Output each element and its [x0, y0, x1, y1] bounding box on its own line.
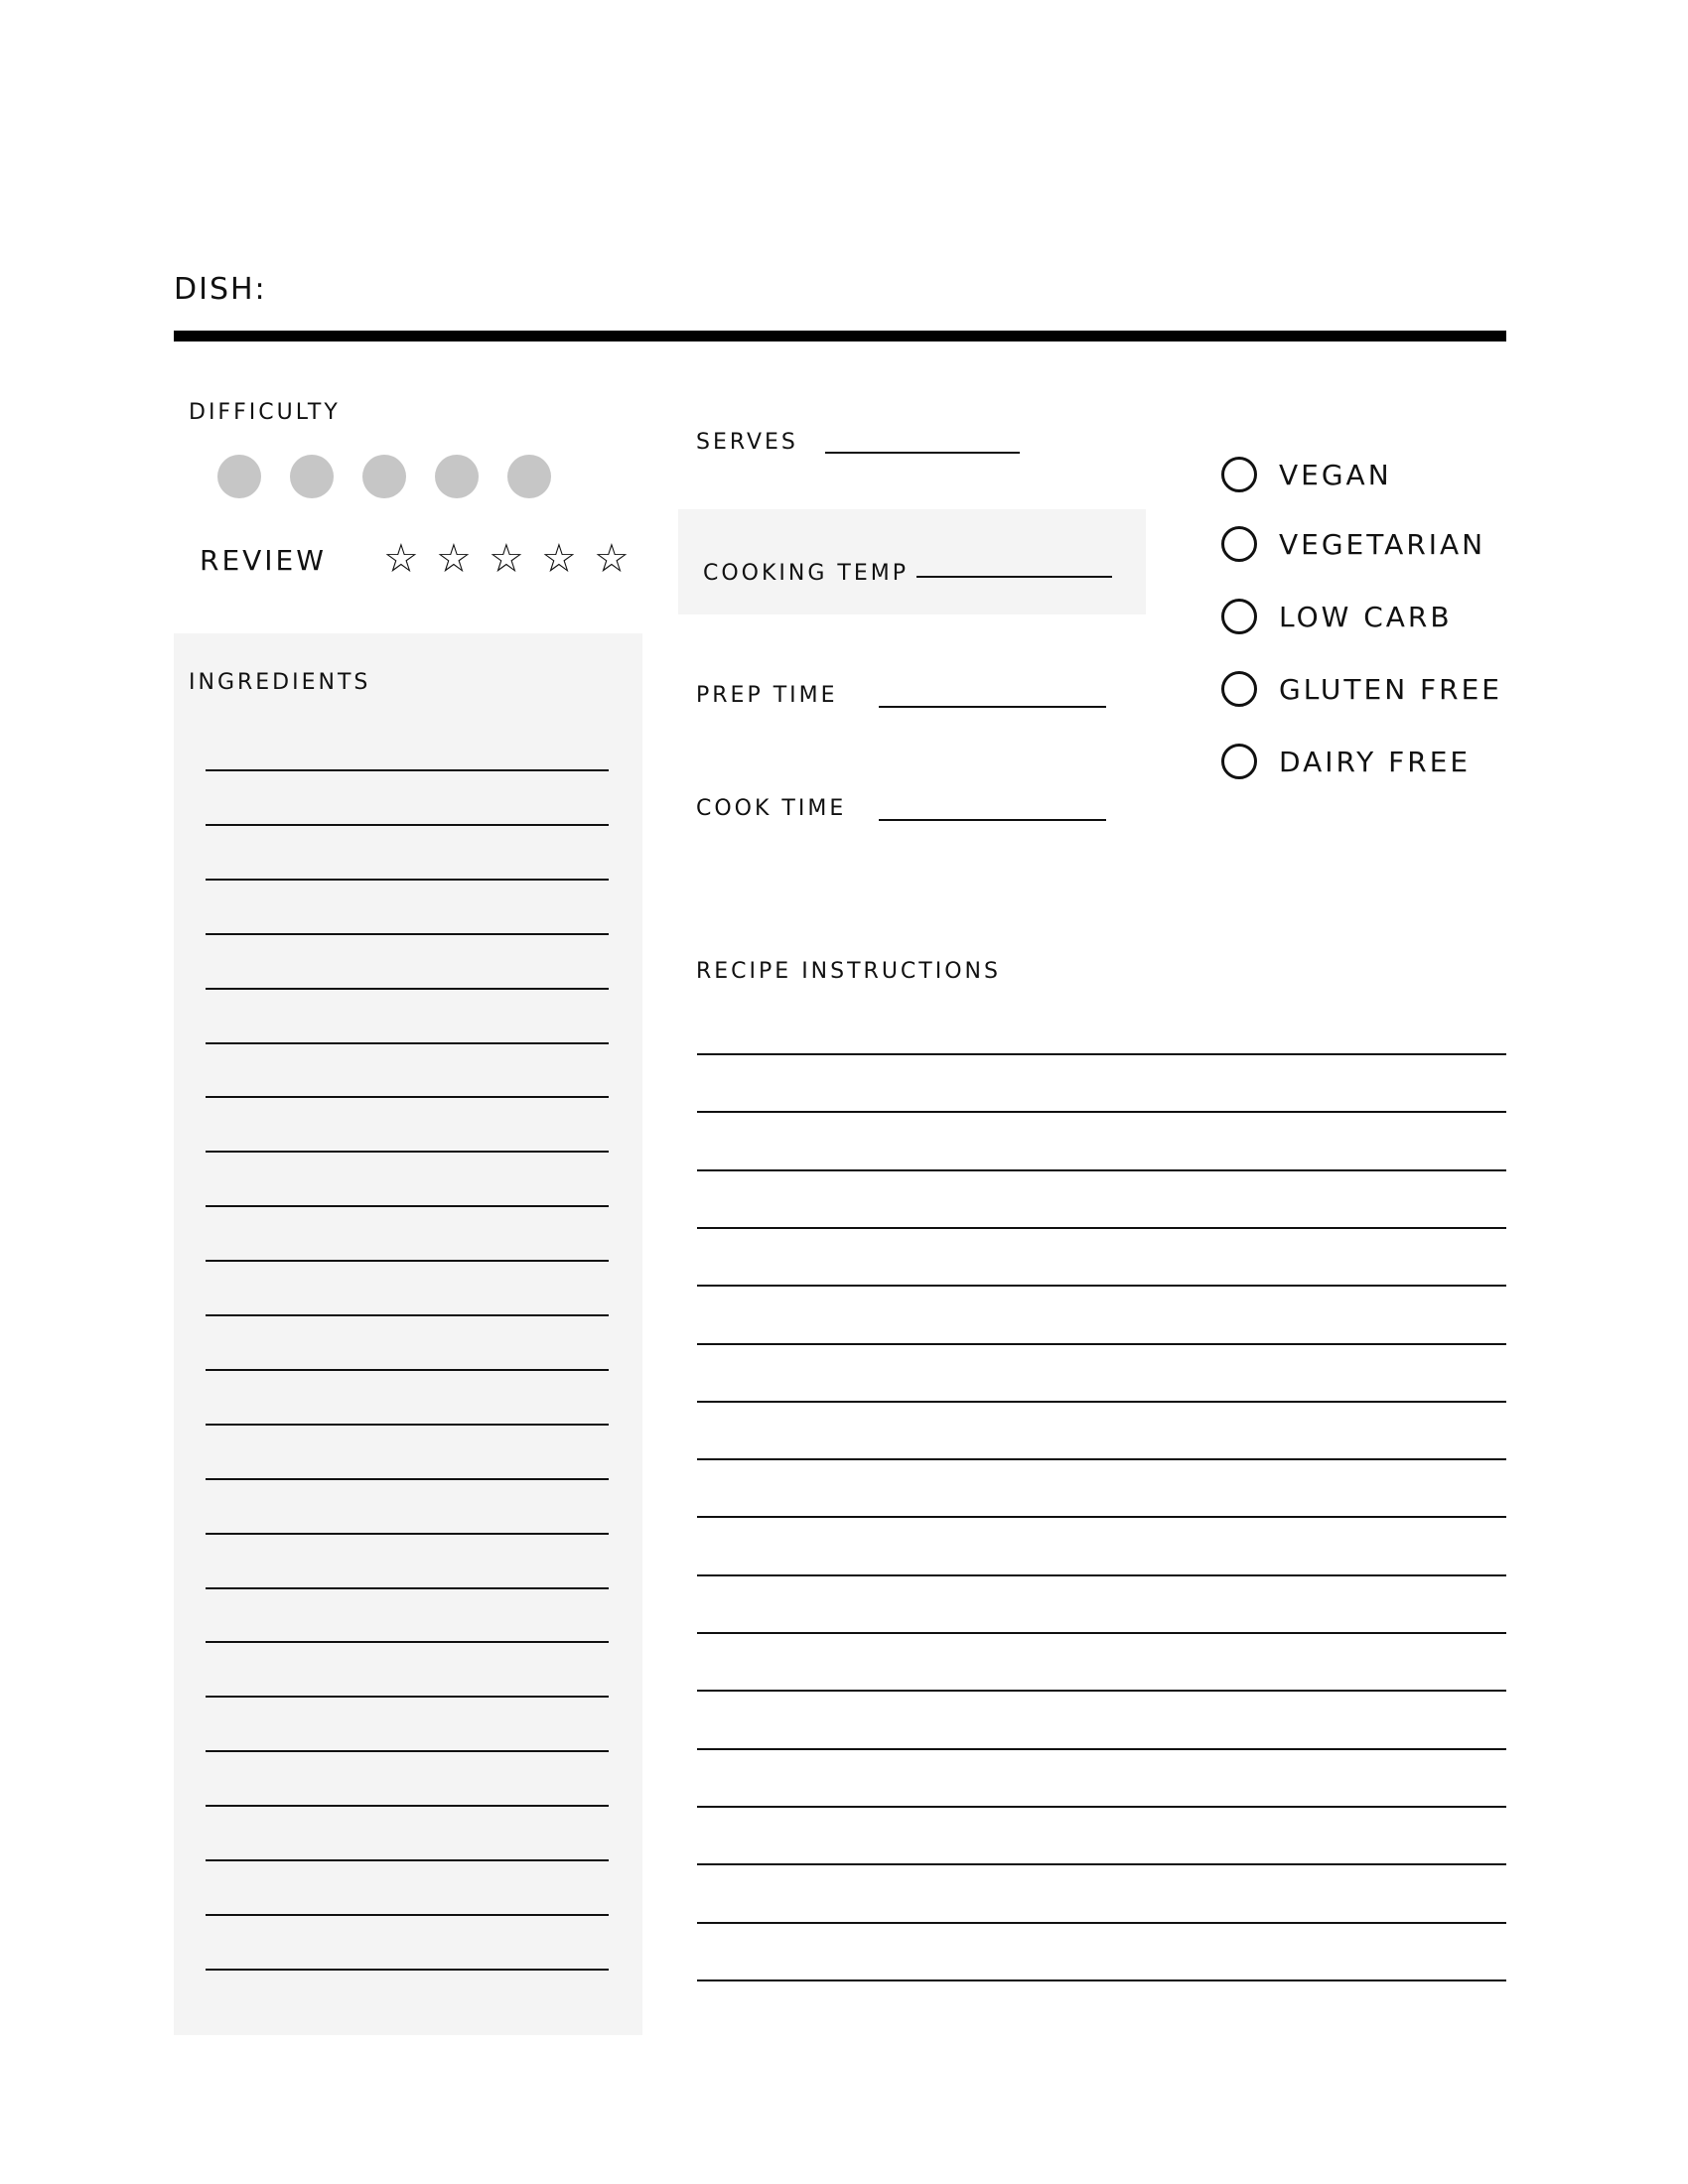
- instruction-line[interactable]: [697, 1632, 1506, 1634]
- diet-option-label: LOW CARB: [1279, 600, 1453, 633]
- radio-circle-icon[interactable]: [1221, 744, 1257, 779]
- instruction-line[interactable]: [697, 1690, 1506, 1692]
- ingredient-line[interactable]: [206, 1314, 609, 1316]
- instruction-line[interactable]: [697, 1227, 1506, 1229]
- cooking-temp-input-line[interactable]: [916, 576, 1112, 578]
- cook-time-input-line[interactable]: [879, 819, 1106, 821]
- instruction-line[interactable]: [697, 1285, 1506, 1287]
- radio-circle-icon[interactable]: [1221, 526, 1257, 562]
- ingredient-line[interactable]: [206, 1641, 609, 1643]
- cook-time-label: COOK TIME: [696, 796, 847, 821]
- diet-option-label: VEGETARIAN: [1279, 527, 1486, 561]
- ingredient-line[interactable]: [206, 933, 609, 935]
- ingredient-line[interactable]: [206, 1478, 609, 1480]
- instruction-line[interactable]: [697, 1169, 1506, 1171]
- ingredient-line[interactable]: [206, 1096, 609, 1098]
- diet-option-low-carb[interactable]: [1221, 595, 1453, 638]
- radio-circle-icon[interactable]: [1221, 599, 1257, 634]
- ingredients-panel: [174, 633, 642, 2035]
- difficulty-dot-5[interactable]: [507, 455, 551, 498]
- dish-label: DISH:: [174, 272, 267, 307]
- star-icon-2[interactable]: ☆: [436, 536, 472, 582]
- ingredient-line[interactable]: [206, 1750, 609, 1752]
- difficulty-dot-3[interactable]: [362, 455, 406, 498]
- ingredient-line[interactable]: [206, 1369, 609, 1371]
- ingredient-line[interactable]: [206, 879, 609, 881]
- diet-option-vegan[interactable]: [1221, 453, 1392, 496]
- instruction-line[interactable]: [697, 1401, 1506, 1403]
- instruction-line[interactable]: [697, 1863, 1506, 1865]
- ingredient-line[interactable]: [206, 1533, 609, 1535]
- star-icon-1[interactable]: ☆: [383, 536, 419, 582]
- instruction-line[interactable]: [697, 1748, 1506, 1750]
- review-label: REVIEW: [200, 544, 327, 577]
- ingredient-line[interactable]: [206, 1859, 609, 1861]
- diet-option-label: DAIRY FREE: [1279, 745, 1472, 778]
- instruction-line[interactable]: [697, 1516, 1506, 1518]
- instruction-line[interactable]: [697, 1458, 1506, 1460]
- diet-option-label: VEGAN: [1279, 458, 1392, 491]
- serves-input-line[interactable]: [825, 452, 1020, 454]
- radio-circle-icon[interactable]: [1221, 671, 1257, 707]
- ingredient-line[interactable]: [206, 1969, 609, 1971]
- ingredient-line[interactable]: [206, 1042, 609, 1044]
- ingredient-line[interactable]: [206, 1587, 609, 1589]
- diet-option-dairy-free[interactable]: [1221, 740, 1471, 783]
- recipe-instructions-label: RECIPE INSTRUCTIONS: [696, 959, 1001, 984]
- cooking-temp-label: COOKING TEMP: [703, 561, 909, 586]
- title-divider: [174, 331, 1506, 341]
- instruction-line[interactable]: [697, 1053, 1506, 1055]
- difficulty-dot-4[interactable]: [435, 455, 479, 498]
- ingredient-line[interactable]: [206, 1205, 609, 1207]
- instruction-line[interactable]: [697, 1111, 1506, 1113]
- prep-time-input-line[interactable]: [879, 706, 1106, 708]
- ingredient-line[interactable]: [206, 1914, 609, 1916]
- instruction-line[interactable]: [697, 1574, 1506, 1576]
- serves-label: SERVES: [696, 430, 798, 455]
- diet-option-label: GLUTEN FREE: [1279, 672, 1502, 706]
- instruction-line[interactable]: [697, 1922, 1506, 1924]
- star-icon-4[interactable]: ☆: [541, 536, 577, 582]
- ingredients-label: INGREDIENTS: [189, 670, 371, 695]
- ingredient-line[interactable]: [206, 1805, 609, 1807]
- star-icon-5[interactable]: ☆: [594, 536, 630, 582]
- instruction-line[interactable]: [697, 1343, 1506, 1345]
- instruction-line[interactable]: [697, 1806, 1506, 1808]
- prep-time-label: PREP TIME: [696, 683, 838, 708]
- difficulty-dot-1[interactable]: [217, 455, 261, 498]
- ingredient-line[interactable]: [206, 988, 609, 990]
- difficulty-label: DIFFICULTY: [189, 400, 341, 425]
- ingredient-line[interactable]: [206, 1424, 609, 1426]
- ingredient-line[interactable]: [206, 1151, 609, 1153]
- star-icon-3[interactable]: ☆: [489, 536, 524, 582]
- ingredient-line[interactable]: [206, 769, 609, 771]
- instruction-line[interactable]: [697, 1979, 1506, 1981]
- ingredient-line[interactable]: [206, 824, 609, 826]
- diet-option-vegetarian[interactable]: [1221, 522, 1485, 566]
- difficulty-dot-2[interactable]: [290, 455, 334, 498]
- radio-circle-icon[interactable]: [1221, 457, 1257, 492]
- diet-option-gluten-free[interactable]: [1221, 667, 1502, 711]
- ingredient-line[interactable]: [206, 1260, 609, 1262]
- ingredient-line[interactable]: [206, 1696, 609, 1698]
